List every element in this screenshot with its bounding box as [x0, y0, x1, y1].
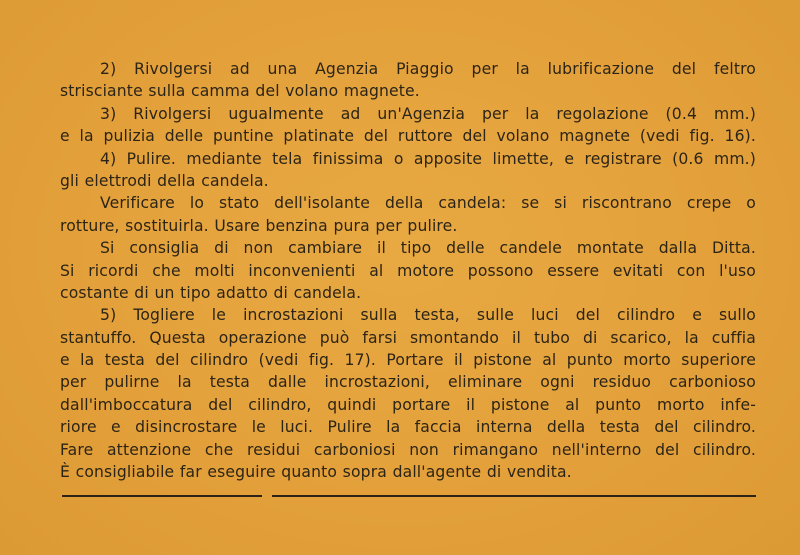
divider-rule-right — [272, 495, 756, 497]
text-line: gli elettrodi della candela. — [60, 171, 269, 190]
text-line: 5) Togliere le incrostazioni sulla testa, sulle luci del cilindro e sullo — [100, 306, 756, 325]
text-line: stantuffo. Questa operazione può farsi smontando il tubo di scarico, la cuffia — [60, 328, 756, 347]
text-line: e la pulizia delle puntine platinate del ruttore del volano magnete (vedi fig. 16). — [60, 127, 756, 146]
text-line: rotture, sostituirla. Usare benzina pura per pulire. — [60, 216, 458, 235]
text-line: Si ricordi che molti inconvenienti al motore possono essere evitati con l'uso — [60, 261, 756, 280]
maintenance-text — [60, 58, 756, 483]
text-line: strisciante sulla camma del volano magnete. — [60, 82, 420, 101]
text-line: 3) Rivolgersi ugualmente ad un'Agenzia per la regolazione (0.4 mm.) — [100, 104, 756, 123]
text-line: 2) Rivolgersi ad una Agenzia Piaggio per la lubrificazione del feltro — [100, 60, 756, 78]
text-line: costante di un tipo adatto di candela. — [60, 283, 362, 302]
text-line: Fare attenzione che residui carboniosi non rimangano nell'interno del cilindro. — [60, 440, 756, 459]
text-line: 4) Pulire. mediante tela finissima o apposite limette, e registrare (0.6 mm.) — [100, 149, 756, 168]
text-line: per pulirne la testa dalle incrostazioni, eliminare ogni residuo carbonioso — [60, 373, 756, 392]
text-line: riore e disincrostare le luci. Pulire la faccia interna della testa del cilindro. — [60, 418, 756, 437]
text-line: Si consiglia di non cambiare il tipo delle candele montate dalla Ditta. — [100, 239, 756, 258]
text-line: dall'imboccatura del cilindro, quindi portare il pistone al punto morto infe- — [60, 395, 756, 414]
text-line: È consigliabile far eseguire quanto sopra dall'agente di vendita. — [60, 463, 572, 482]
text-line: Verificare lo stato dell'isolante della candela: se si riscontrano crepe o — [100, 194, 756, 213]
text-line: e la testa del cilindro (vedi fig. 17). Portare il pistone al punto morto superiore — [60, 351, 756, 370]
divider-rule-left — [62, 495, 262, 497]
